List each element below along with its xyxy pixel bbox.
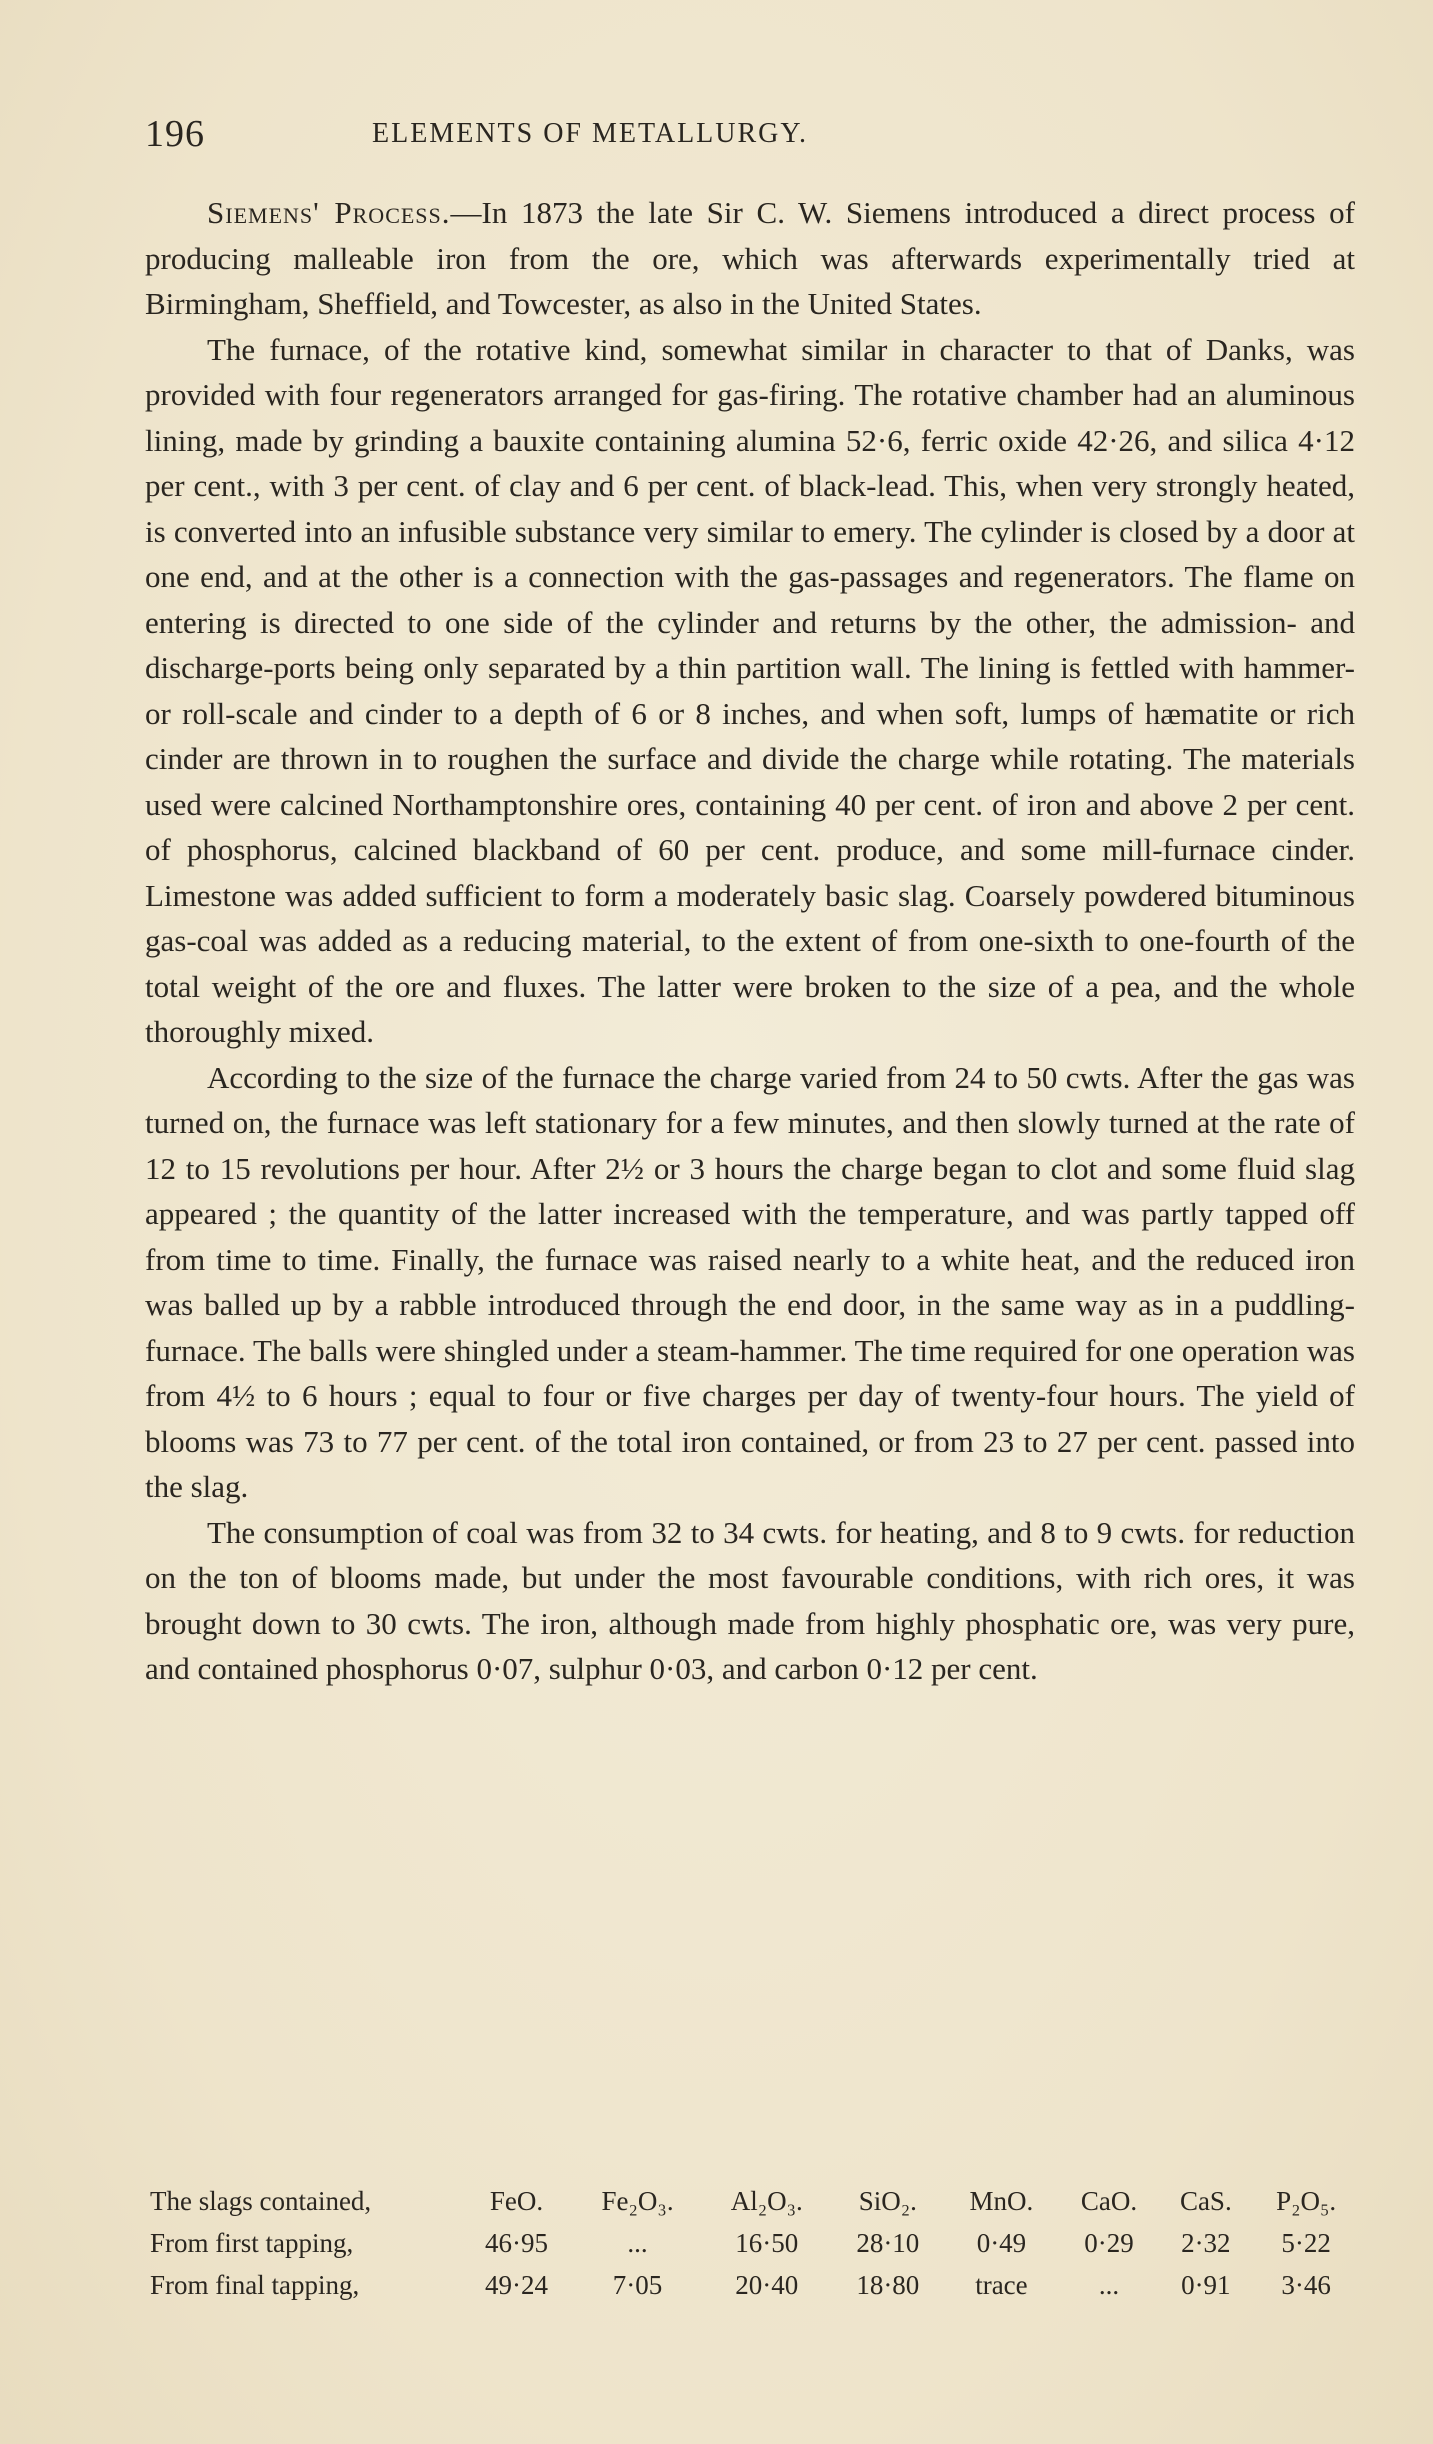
table-cell: 7·05 [612,2270,663,2300]
table-cell: 5·22 [1281,2228,1331,2258]
column-header: MnO. [969,2186,1034,2216]
table-row [150,2264,1360,2306]
table-cell: 0·91 [1181,2270,1231,2300]
running-title: ELEMENTS OF METALLURGY. [371,118,809,149]
column-header: FeO. [489,2186,544,2216]
table-cell: ... [1098,2270,1120,2300]
table-row [150,2222,1360,2264]
paragraph [145,190,1355,327]
table-cell: 0·49 [976,2228,1027,2258]
table-cell: ... [627,2228,648,2258]
table-cell: 3·46 [1281,2270,1331,2300]
table-cell: 2·32 [1181,2228,1231,2258]
page-number: 196 [145,113,205,155]
table-header-row [150,2180,1360,2222]
table-cell: 18·80 [856,2270,920,2300]
table-cell: 46·95 [484,2228,548,2258]
paragraph-text: In 1873 the late Sir C. W. Siemens introduced a direct process of producing malleable iron from the ore, which was afterwards experimentally tried at Birmingham, Sheffield, and Towcester, as also in the United States. [145,195,1355,321]
table-cell: 16·50 [735,2228,799,2258]
column-header: CaS. [1179,2186,1232,2216]
heading-dash: — [450,195,482,230]
column-header: P₂O₅. [1276,2186,1337,2216]
table-caption: The slags contained, [150,2186,372,2216]
column-header: Fe₂O₃. [601,2186,674,2216]
column-header: SiO₂. [858,2186,917,2216]
table-cell: 20·40 [735,2270,799,2300]
slag-analysis-table [150,2180,1360,2306]
column-header: Al₂O₃. [730,2186,803,2216]
table-cell: 49·24 [484,2270,548,2300]
table-cell: 0·29 [1084,2228,1134,2258]
row-label: From final tapping, [150,2270,360,2300]
row-label: From first tapping, [150,2228,354,2258]
section-heading: Siemens' Process. [207,195,451,230]
paragraph: The consumption of coal was from 32 to 34 cwts. for heating, and 8 to 9 cwts. for reduction on the ton of blooms made, but under the most favourable conditions, with rich ores, it was brought down to 30 cwts. The iron, although made from highly phosphatic ore, was very pure, and contained phosphorus 0·07, sulphur 0·03, and carbon 0·12 per cent. [145,1514,1355,1686]
column-header: CaO. [1080,2186,1138,2216]
paragraph: According to the size of the furnace the charge varied from 24 to 50 cwts. After the gas was turned on, the furnace was left stationary for a few minutes, and then slowly turned at the rate of 12 to 15 revolutions per hour. After 2½ or 3 hours the charge began to clot and some fluid slag appeared ; the quantity of the latter increased with the temperature, and was partly tapped off from time to time. Finally, the furnace was raised nearly to a white heat, and the reduced iron was balled up by a rabble introduced through the end door, in the same way as in a puddling-furnace. The balls were shingled under a steam-hammer. The time required for one operation was from 4½ to 6 hours ; equal to four or five charges per day of twenty-four hours. The yield of blooms was 73 to 77 per cent. of the total iron contained, or from 23 to 27 per cent. passed into the slag. [145,1059,1355,1504]
page-header [145,112,1035,162]
paragraph: The furnace, of the rotative kind, somewhat similar in character to that of Danks, was provided with four regenerators arranged for gas-firing. The rotative chamber had an aluminous lining, made by grinding a bauxite containing alumina 52·6, ferric oxide 42·26, and silica 4·12 per cent., with 3 per cent. of clay and 6 per cent. of black-lead. This, when very strongly heated, is converted into an infusible substance very similar to emery. The cylinder is closed by a door at one end, and at the other is a connection with the gas-passages and regenerators. The flame on entering is directed to one side of the cylinder and returns by the other, the admission- and discharge-ports being only separated by a thin partition wall. The lining is fettled with hammer- or roll-scale and cinder to a depth of 6 or 8 inches, and when soft, lumps of hæmatite or rich cinder are thrown in to roughen the surface and divide the charge while rotating. The materials used were calcined Northamptonshire ores, containing 40 per cent. of iron and above 2 per cent. of phosphorus, calcined blackband of 60 per cent. produce, and some mill-furnace cinder. Limestone was added sufficient to form a moderately basic slag. Coarsely powdered bituminous gas-coal was added as a reducing material, to the extent of from one-sixth to one-fourth of the total weight of the ore and fluxes. The latter were broken to the size of a pea, and the whole thoroughly mixed. [145,331,1355,1049]
table-cell: trace [975,2270,1028,2300]
body-text [145,190,1355,1692]
table-cell: 28·10 [856,2228,920,2258]
